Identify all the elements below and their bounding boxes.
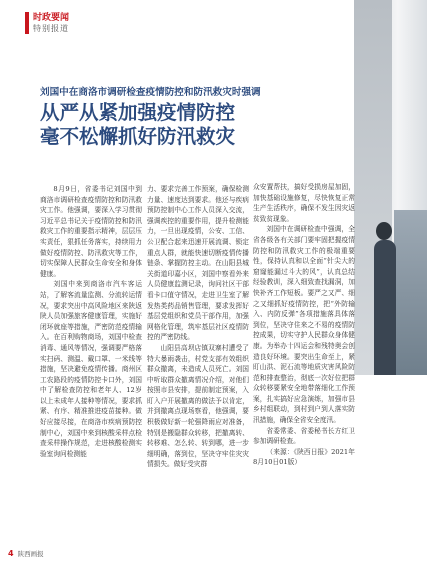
article-source: （来源：《陕西日报》2021年8月10日01版）: [253, 447, 355, 467]
photo-person-head: [376, 222, 392, 240]
magazine-name: 陕西画报: [17, 550, 44, 558]
building-photo: [354, 0, 427, 375]
article-kicker: 刘国中在商洛市调研检查疫情防控和防汛救灾时强调: [40, 87, 261, 98]
section-title: 时政要闻: [33, 13, 70, 23]
paragraph: 刘国中在调研检查中强调，全省各级各有关部门要牢固把握疫情防控和防汛救灾工作的极端重要性，保持认真和以全面“针尖大的窟窿能漏过斗大的风”，认真总结经验教训，深入细致查找漏洞，加快补齐工作短板。要严之又严、细之又细抓好疫情防控，把“外防输入、内防反弹”各项措施落具体落到位，坚决守住来之不易的疫情防控成果，切实守护人民群众身体健康。为举办十四运会和残特奥会创造良好环境。要突出生命至上，紧盯山洪、泥石流等地质灾害风险防范和排查整治，彻底一次好位把群众转移要紧安全地带落细化工作预案，扎实搞好应急演练，加强市县乡村组联动，到村到户到人落实防汛措施，确保全省安全度汛。: [253, 225, 355, 425]
photo-door: [394, 210, 427, 375]
paragraph: 众安置帮扶，搞好受损房屋加固，加快基础设施修复，尽快恢复正常生产生活秩序，确保不发生因灾返贫致贫现象。: [253, 183, 355, 223]
header-accent-bar: [25, 12, 29, 34]
page-footer: [8, 549, 44, 558]
subsection-title: 特别报道: [33, 24, 69, 33]
article-headline: [40, 101, 235, 149]
headline-line-2: 毫不松懈抓好防汛救灾: [40, 125, 236, 148]
headline-line-1: 从严从紧加强疫情防控: [40, 101, 236, 124]
paragraph: 省委常委、省委秘书长方红卫参加调研检查。: [253, 426, 355, 446]
photo-person: [374, 240, 396, 375]
paragraph: 刘国中来到商洛市汽车客运站，了解客流量监测、分流转运情况，要求突出中高风险地区来陕返陕人员加强旅客健康管理，实施好闭环就座等措施，严密防范疫情输入。在百利购物商场，刘国中检查消毒、通风等情况，强调要严格落实扫码、测温、戴口罩、一米线等措施，坚决避免疫情传播。商州区工农路段的疫情防控卡口外，刘国中了解检查防控和老年人、12岁以上未成年人接种等情况，要求抓紧、有序、精准推进疫苗接种。做好应接尽接，在商洛市疾病预防控制中心，刘国中来到核酸采样点检查采样操作规范，走进核酸检测实验室询问检测能: [40, 280, 142, 458]
paragraph: 8月9日，省委书记刘国中到商洛市调研检查疫情防控和防汛救灾工作。他强调，要深入学习贯彻习近平总书记关于疫情防控和防汛救灾工作的重要指示精神，层层压实责任，狠抓任务落实，持续用力做好疫情防控、防汛救灾等工作，切实保障人民群众生命安全和身体健康。: [40, 185, 142, 278]
paragraph: 力、要求完善工作预案，确保检测力量、速度达到要求。他还与疾病预防控制中心工作人员深入交流，强调疾控的重要作用，提升检测能力，一旦出现疫情，公安、工信、公卫配合起来迅速开展流调、锁定重点人群，就能快速切断疫情传播链条、掌握防控主动。在山阳县城关街道印嘉小区，刘国中察看外来人员健康监测记录，询问社区干部看卡口值守情况，走进卫生室了解发热类药品销售管理，要求发挥好基层党组织和党员干部作用，加强网格化管理，筑牢基层社区疫情防控的严密防线。: [147, 185, 249, 342]
body-column-1: [40, 184, 142, 459]
body-column-3: [253, 182, 355, 468]
paragraph: 山阳县高坝店镇双寨村遭受了特大暴雨袭击，村党支部有效组织群众撤离，未造成人员死亡。刘国中听取群众撤离情况介绍，对他们按照市县安排，提前制定预案，入盯入户开展撤离的做法予以肯定，并到撤离点现场察看，他强调，要积极做好新一轮强降雨应对准备，特别是搬隐群众转移，把撤离转、转移难、怎么转、转到哪，进一步细明确，落到位，坚决守牢住灾灾情损失。做好受灾群: [147, 343, 249, 469]
page-number: 4: [8, 549, 14, 558]
body-column-2: [147, 184, 249, 470]
